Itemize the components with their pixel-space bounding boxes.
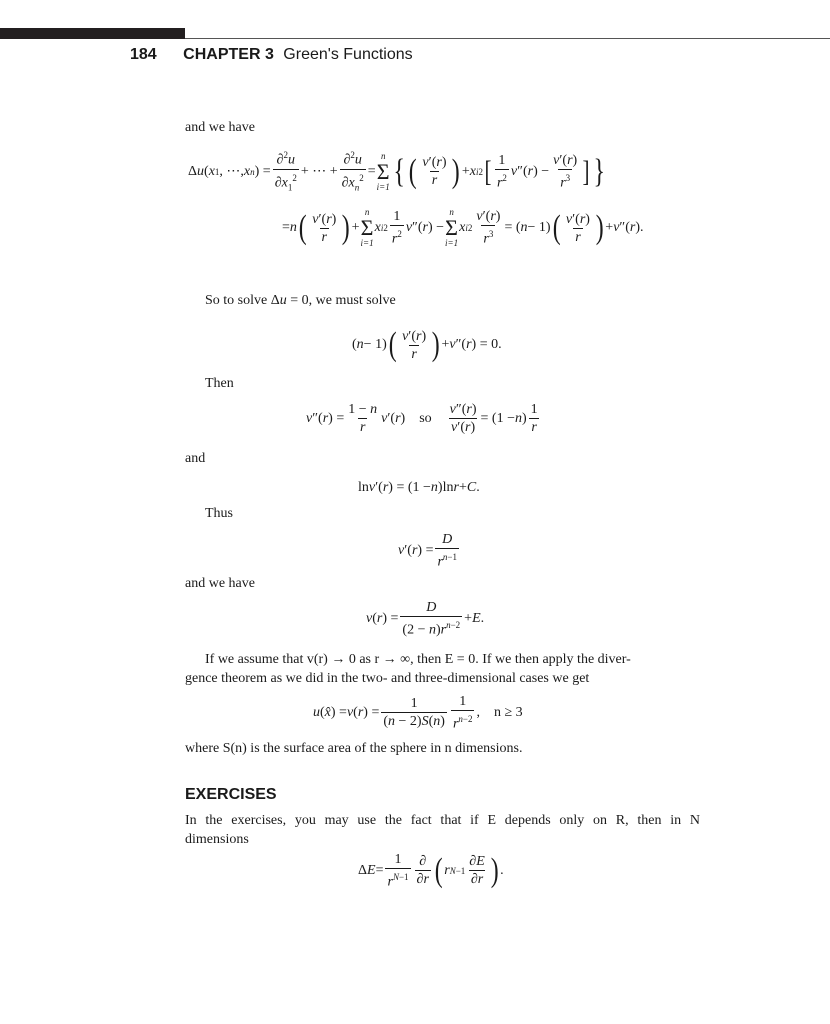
equation-v: v ( r ) = $\frac{D}{(2 - n)r^{n-2}}$ + E . bbox=[366, 600, 485, 638]
header-rule bbox=[185, 38, 830, 39]
exercises-intro-line-2: dimensions bbox=[185, 832, 249, 847]
equation-ode: ( n − 1) ( $\frac{v'(r)}{r}$ ) + v ″( r ) = 0. bbox=[352, 326, 502, 363]
text-then: Then bbox=[205, 376, 234, 391]
chapter-title: Green's Functions bbox=[283, 46, 413, 63]
text-and-we-have-1: and we have bbox=[185, 120, 255, 135]
chapter-label: CHAPTER 3 bbox=[183, 46, 274, 63]
exercises-intro-line-1: In the exercises, you may use the fact that if E depends only on R, then in N bbox=[185, 813, 700, 828]
equation-first-derivative: v ′( r ) = $\frac{D}{r^{n-1}}$ bbox=[398, 532, 457, 570]
section-title-exercises: EXERCISES bbox=[185, 786, 277, 803]
text-so-to-solve: So to solve Δu = 0, we must solve bbox=[205, 293, 396, 308]
text-and-we-have-2: and we have bbox=[185, 576, 255, 591]
paragraph-if-we-assume bbox=[185, 650, 700, 688]
page-number: 184 bbox=[130, 46, 157, 63]
text-where-sn: where S(n) is the surface area of the sphere in n dimensions. bbox=[185, 741, 523, 756]
header-bar bbox=[0, 28, 185, 39]
paragraph-line-1: If we assume that v(r) → 0 as r → ∞, then E = 0. If we then apply the diver- bbox=[205, 652, 631, 667]
text-and: and bbox=[185, 451, 206, 466]
text-thus: Thus bbox=[205, 506, 233, 521]
equation-green-function: u ( x̂ ) = v ( r ) = $\frac{1}{(n - 2)S(n)}$ $\frac{1}{r^{n-2}}$ , n ≥ 3 bbox=[313, 694, 523, 732]
text-so: so bbox=[419, 410, 432, 426]
equation-log: ln v ′( r ) = (1 − n )ln r + C . bbox=[358, 480, 480, 495]
exercises-intro bbox=[185, 811, 700, 849]
paragraph-line-2: gence theorem as we did in the two- and three-dimensional cases we get bbox=[185, 671, 590, 686]
equation-laplacian-2: = n ( $\frac{v'(r)}{r}$ ) + n Σ i=1 x i 2 $\frac{1}{r^2}$ v ″( r ) − n Σ i=1 x i 2 $\frac{v'(r)}{r^3}$ = ( n − 1) ( $\frac{v'(r)}{r}$ ) + v ″( r ). bbox=[282, 207, 644, 248]
equation-laplacian-1: Δ u ( x 1 , ⋯, x n ) = $\frac{\partial^2u}{\partial x_1^2}$ + ⋯ + $\frac{\partial^2u}{\partial x_n^2}$ = n Σ i=1 { ( $\frac{v'(r)}{r}$ ) + x i 2 [ $\frac{1}{r^2}$ v ″( r ) − $\frac{v'(r)}{r^3}$ ] } bbox=[188, 148, 608, 195]
equation-radial-laplacian: Δ E = $\frac{1}{r^{N-1}}$ $\frac{\partial}{\partial r}$ ( r N−1 $\frac{\partial E}{\partial r}$ ) . bbox=[358, 851, 504, 890]
running-header bbox=[130, 46, 413, 64]
equation-second-derivative: v ″( r ) = $\frac{1 - n}{r}$ v ′( r ) so $\frac{v''(r)}{v'(r)}$ = (1 − n ) $\frac{1}{r}$ bbox=[306, 402, 538, 435]
n-condition: n ≥ 3 bbox=[493, 704, 523, 720]
